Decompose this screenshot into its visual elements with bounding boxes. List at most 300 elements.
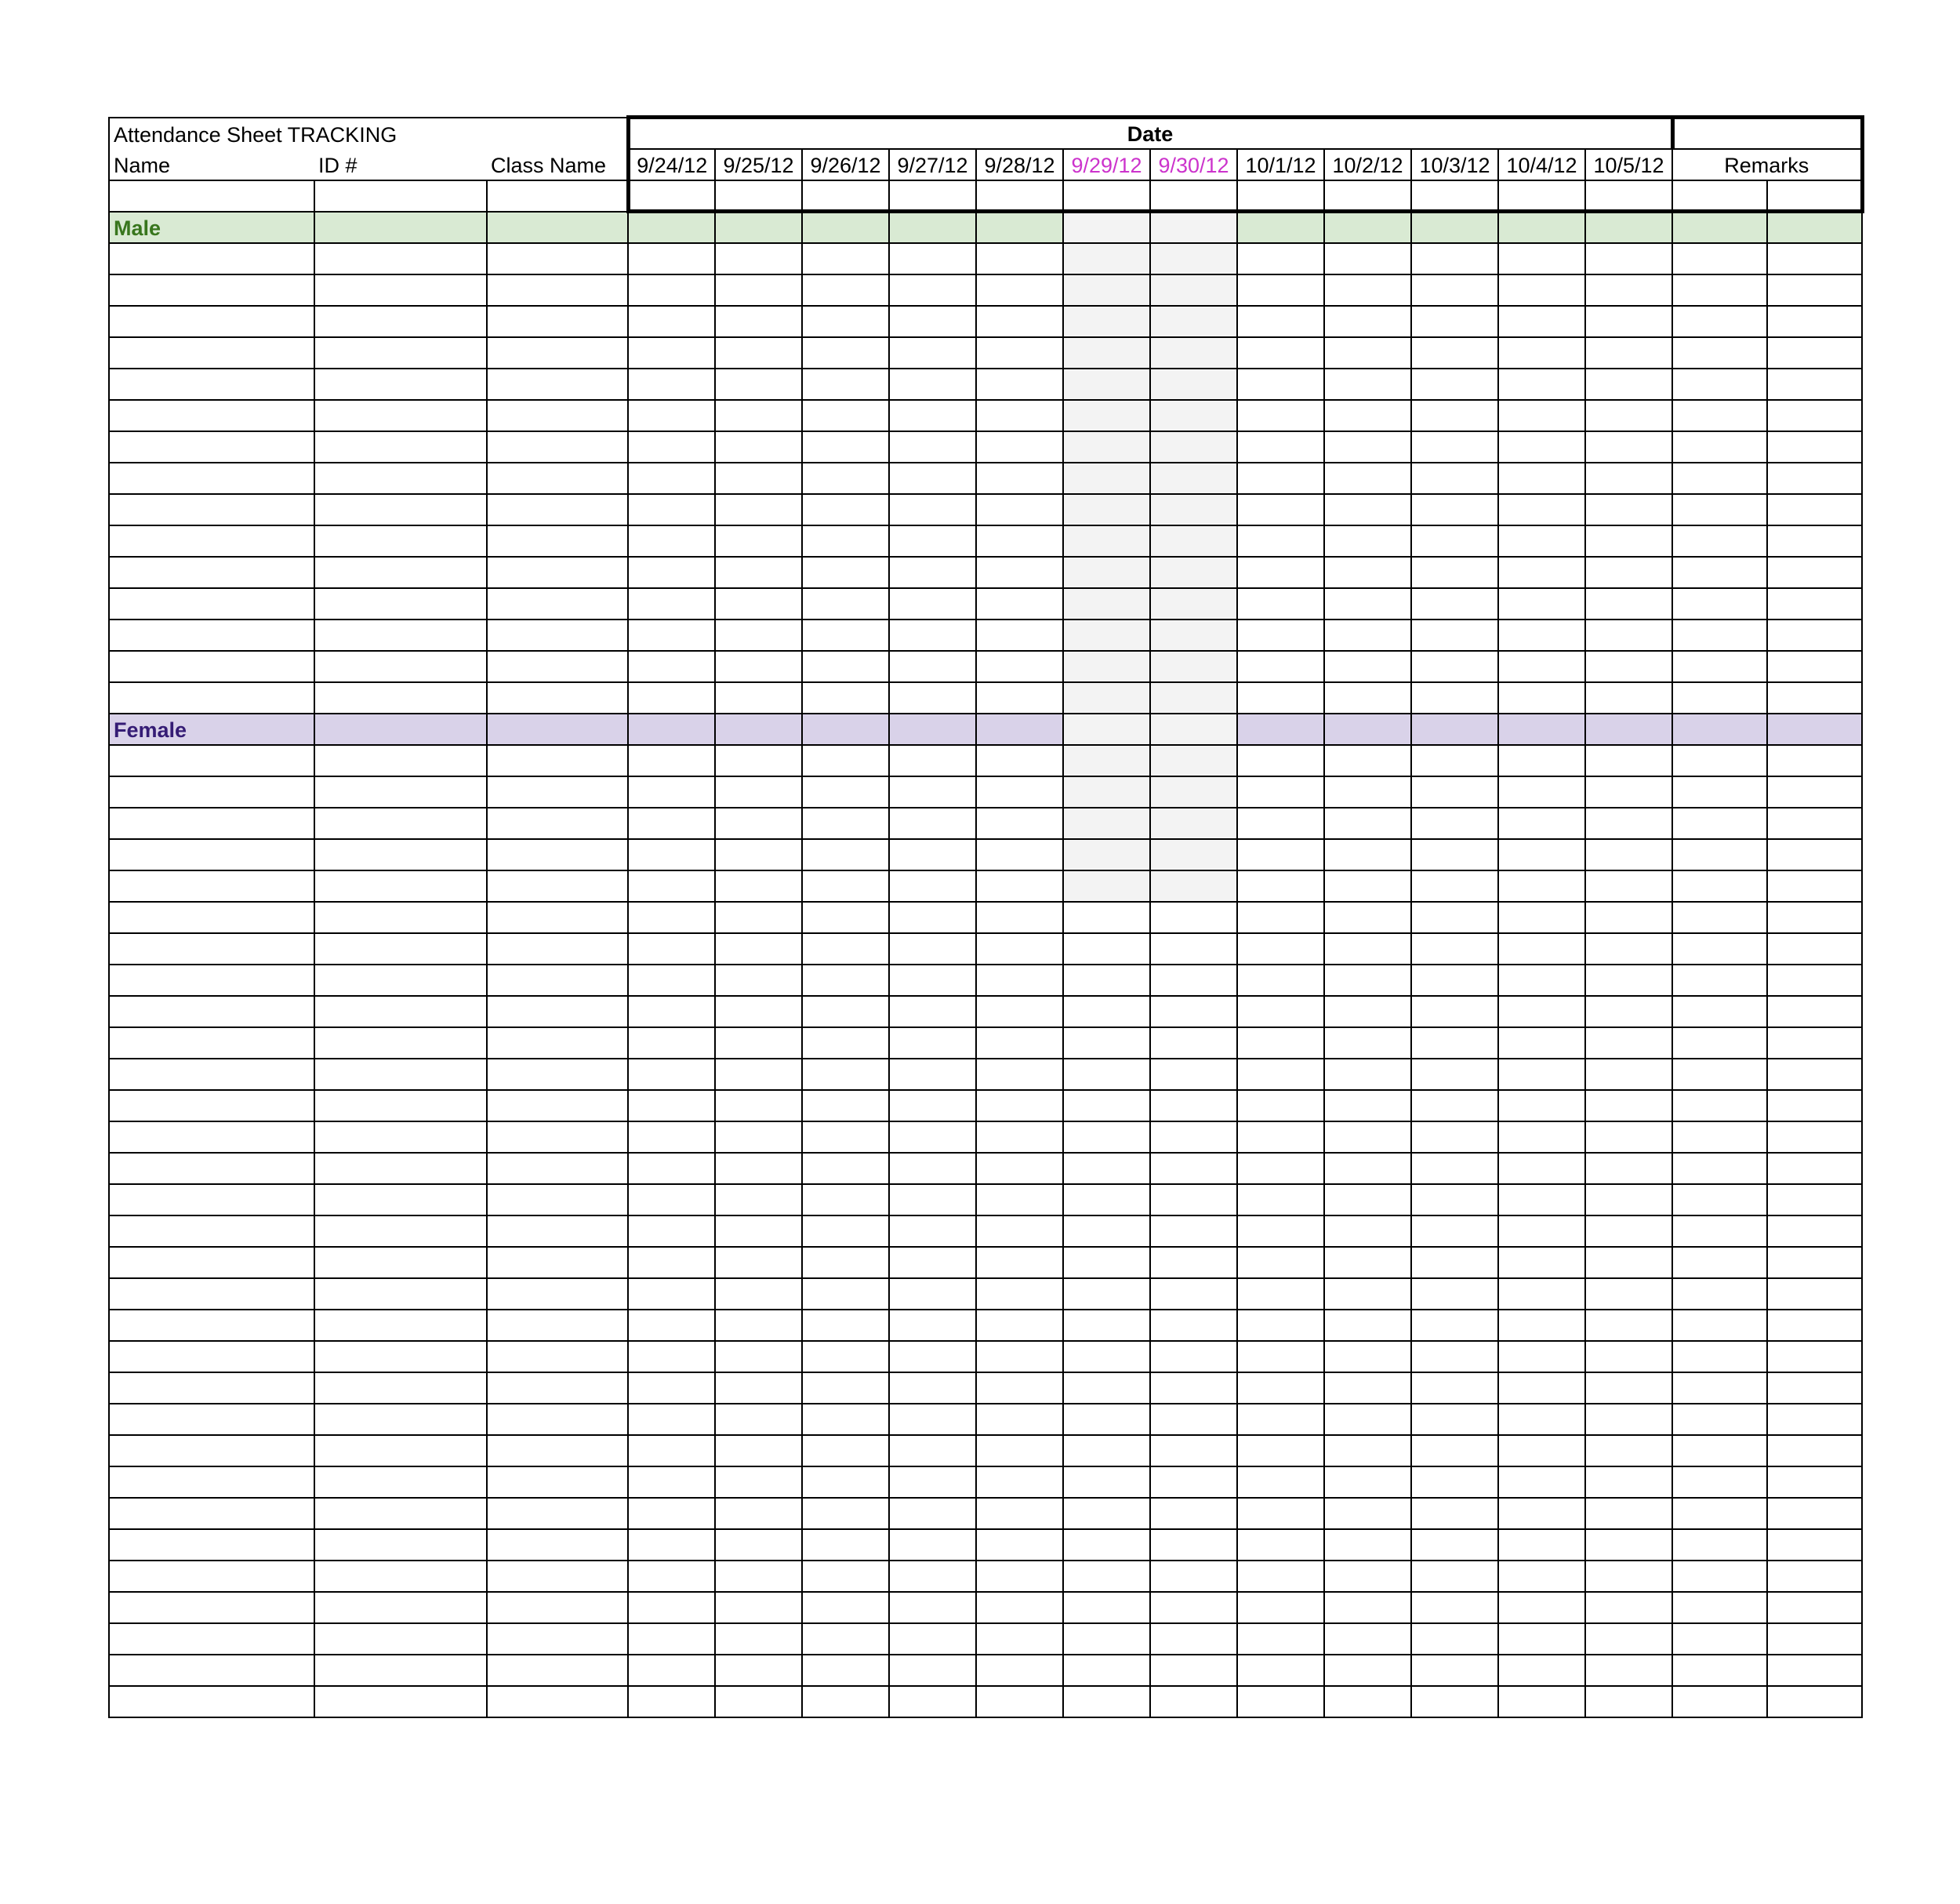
attendance-cell[interactable] (715, 1592, 802, 1623)
attendance-cell[interactable] (1324, 808, 1411, 839)
attendance-cell[interactable] (628, 557, 715, 588)
attendance-cell[interactable] (976, 776, 1063, 808)
attendance-cell[interactable] (628, 776, 715, 808)
attendance-cell[interactable] (1585, 337, 1672, 369)
attendance-cell[interactable] (1150, 1435, 1237, 1466)
attendance-cell[interactable] (628, 1372, 715, 1404)
attendance-cell[interactable] (802, 1278, 889, 1310)
attendance-cell[interactable] (1498, 651, 1585, 682)
remarks-cell[interactable] (1767, 776, 1862, 808)
entry-cell[interactable] (109, 1623, 314, 1655)
attendance-cell[interactable] (715, 1341, 802, 1372)
attendance-cell[interactable] (1150, 274, 1237, 306)
attendance-cell[interactable] (802, 776, 889, 808)
remarks-cell[interactable] (1767, 1184, 1862, 1215)
attendance-cell[interactable] (1498, 1561, 1585, 1592)
attendance-cell[interactable] (1063, 1278, 1150, 1310)
attendance-cell[interactable] (802, 1655, 889, 1686)
entry-cell[interactable] (314, 682, 487, 714)
attendance-cell[interactable] (889, 682, 976, 714)
attendance-cell[interactable] (715, 902, 802, 933)
entry-cell[interactable] (487, 620, 628, 651)
attendance-cell[interactable] (802, 965, 889, 996)
remarks-cell[interactable] (1767, 902, 1862, 933)
attendance-cell[interactable] (1150, 557, 1237, 588)
attendance-cell[interactable] (715, 1153, 802, 1184)
attendance-cell[interactable] (1585, 1059, 1672, 1090)
attendance-cell[interactable] (802, 1686, 889, 1717)
attendance-cell[interactable] (976, 1686, 1063, 1717)
attendance-cell[interactable] (1411, 933, 1498, 965)
entry-cell[interactable] (314, 1623, 487, 1655)
attendance-cell[interactable] (715, 463, 802, 494)
attendance-cell[interactable] (1324, 902, 1411, 933)
attendance-cell[interactable] (802, 557, 889, 588)
attendance-cell[interactable] (802, 337, 889, 369)
attendance-cell[interactable] (1063, 431, 1150, 463)
attendance-cell[interactable] (802, 1215, 889, 1247)
attendance-cell[interactable] (715, 996, 802, 1027)
entry-cell[interactable] (314, 1215, 487, 1247)
attendance-cell[interactable] (1063, 1121, 1150, 1153)
entry-cell[interactable] (314, 1498, 487, 1529)
attendance-cell[interactable] (1063, 620, 1150, 651)
attendance-cell[interactable] (628, 369, 715, 400)
attendance-cell[interactable] (1498, 1121, 1585, 1153)
attendance-cell[interactable] (1498, 1466, 1585, 1498)
entry-cell[interactable] (314, 337, 487, 369)
attendance-cell[interactable] (1150, 1372, 1237, 1404)
attendance-cell[interactable] (1063, 1435, 1150, 1466)
remarks-cell[interactable] (1672, 1592, 1767, 1623)
entry-cell[interactable] (314, 1341, 487, 1372)
entry-cell[interactable] (487, 933, 628, 965)
attendance-cell[interactable] (1237, 1184, 1324, 1215)
attendance-cell[interactable] (976, 839, 1063, 870)
attendance-cell[interactable] (628, 525, 715, 557)
attendance-cell[interactable] (1324, 620, 1411, 651)
attendance-cell[interactable] (1063, 337, 1150, 369)
attendance-cell[interactable] (976, 1341, 1063, 1372)
remarks-cell[interactable] (1672, 463, 1767, 494)
attendance-cell[interactable] (1498, 1341, 1585, 1372)
attendance-cell[interactable] (1150, 1592, 1237, 1623)
attendance-cell[interactable] (628, 682, 715, 714)
attendance-cell[interactable] (889, 431, 976, 463)
remarks-cell[interactable] (1767, 494, 1862, 525)
entry-cell[interactable] (109, 557, 314, 588)
remarks-cell[interactable] (1672, 1059, 1767, 1090)
attendance-cell[interactable] (1063, 1341, 1150, 1372)
entry-cell[interactable] (109, 1466, 314, 1498)
attendance-cell[interactable] (889, 1121, 976, 1153)
attendance-cell[interactable] (802, 525, 889, 557)
entry-cell[interactable] (487, 682, 628, 714)
entry-cell[interactable] (314, 870, 487, 902)
attendance-cell[interactable] (1411, 400, 1498, 431)
attendance-cell[interactable] (1324, 870, 1411, 902)
attendance-cell[interactable] (628, 431, 715, 463)
attendance-cell[interactable] (1411, 808, 1498, 839)
attendance-cell[interactable] (1150, 1184, 1237, 1215)
attendance-cell[interactable] (715, 431, 802, 463)
attendance-cell[interactable] (976, 588, 1063, 620)
attendance-cell[interactable] (1411, 1404, 1498, 1435)
attendance-cell[interactable] (1585, 1027, 1672, 1059)
attendance-cell[interactable] (1063, 1027, 1150, 1059)
attendance-cell[interactable] (1411, 1153, 1498, 1184)
attendance-cell[interactable] (1498, 369, 1585, 400)
attendance-cell[interactable] (628, 1561, 715, 1592)
remarks-cell[interactable] (1672, 808, 1767, 839)
attendance-cell[interactable] (1585, 1121, 1672, 1153)
attendance-cell[interactable] (802, 1623, 889, 1655)
entry-cell[interactable] (109, 1655, 314, 1686)
attendance-cell[interactable] (1237, 776, 1324, 808)
entry-cell[interactable] (314, 1278, 487, 1310)
entry-cell[interactable] (109, 494, 314, 525)
attendance-cell[interactable] (628, 1404, 715, 1435)
attendance-cell[interactable] (1150, 431, 1237, 463)
attendance-cell[interactable] (1411, 1215, 1498, 1247)
remarks-cell[interactable] (1672, 1655, 1767, 1686)
attendance-cell[interactable] (1324, 1184, 1411, 1215)
attendance-cell[interactable] (1237, 808, 1324, 839)
attendance-cell[interactable] (889, 1027, 976, 1059)
attendance-cell[interactable] (1498, 1372, 1585, 1404)
attendance-cell[interactable] (1150, 1686, 1237, 1717)
entry-cell[interactable] (109, 1310, 314, 1341)
attendance-cell[interactable] (715, 1121, 802, 1153)
attendance-cell[interactable] (1063, 1247, 1150, 1278)
attendance-cell[interactable] (1585, 1435, 1672, 1466)
attendance-cell[interactable] (1585, 1153, 1672, 1184)
remarks-cell[interactable] (1767, 1592, 1862, 1623)
attendance-cell[interactable] (1498, 1310, 1585, 1341)
attendance-cell[interactable] (1324, 557, 1411, 588)
attendance-cell[interactable] (1498, 1090, 1585, 1121)
attendance-cell[interactable] (1150, 243, 1237, 274)
attendance-cell[interactable] (802, 1121, 889, 1153)
entry-cell[interactable] (314, 1027, 487, 1059)
remarks-cell[interactable] (1767, 1153, 1862, 1184)
attendance-cell[interactable] (976, 1372, 1063, 1404)
entry-cell[interactable] (314, 996, 487, 1027)
attendance-cell[interactable] (1411, 1623, 1498, 1655)
attendance-cell[interactable] (802, 1184, 889, 1215)
attendance-cell[interactable] (1585, 620, 1672, 651)
attendance-cell[interactable] (628, 1153, 715, 1184)
entry-cell[interactable] (487, 1404, 628, 1435)
attendance-cell[interactable] (976, 1153, 1063, 1184)
attendance-cell[interactable] (1324, 1466, 1411, 1498)
attendance-cell[interactable] (1411, 620, 1498, 651)
attendance-cell[interactable] (1063, 1561, 1150, 1592)
attendance-cell[interactable] (1585, 965, 1672, 996)
entry-cell[interactable] (802, 180, 889, 212)
attendance-cell[interactable] (889, 400, 976, 431)
attendance-cell[interactable] (802, 745, 889, 776)
remarks-cell[interactable] (1672, 400, 1767, 431)
attendance-cell[interactable] (1063, 933, 1150, 965)
entry-cell[interactable] (314, 933, 487, 965)
attendance-cell[interactable] (628, 1592, 715, 1623)
entry-cell[interactable] (487, 1529, 628, 1561)
entry-cell[interactable] (109, 839, 314, 870)
attendance-cell[interactable] (802, 431, 889, 463)
attendance-cell[interactable] (1498, 1215, 1585, 1247)
entry-cell[interactable] (109, 1686, 314, 1717)
attendance-cell[interactable] (1237, 400, 1324, 431)
attendance-cell[interactable] (1063, 745, 1150, 776)
attendance-cell[interactable] (1237, 337, 1324, 369)
entry-cell[interactable] (1767, 180, 1862, 212)
entry-cell[interactable] (109, 996, 314, 1027)
entry-cell[interactable] (487, 1121, 628, 1153)
attendance-cell[interactable] (802, 1341, 889, 1372)
remarks-cell[interactable] (1767, 1059, 1862, 1090)
attendance-cell[interactable] (889, 1215, 976, 1247)
attendance-cell[interactable] (1324, 1404, 1411, 1435)
attendance-cell[interactable] (1237, 839, 1324, 870)
attendance-cell[interactable] (802, 1592, 889, 1623)
attendance-cell[interactable] (1498, 808, 1585, 839)
attendance-cell[interactable] (1585, 1466, 1672, 1498)
attendance-cell[interactable] (1411, 369, 1498, 400)
remarks-cell[interactable] (1767, 369, 1862, 400)
attendance-cell[interactable] (1585, 1404, 1672, 1435)
attendance-cell[interactable] (1324, 1372, 1411, 1404)
attendance-cell[interactable] (1063, 369, 1150, 400)
remarks-cell[interactable] (1672, 1278, 1767, 1310)
attendance-cell[interactable] (802, 620, 889, 651)
attendance-cell[interactable] (1150, 1310, 1237, 1341)
attendance-cell[interactable] (715, 1466, 802, 1498)
attendance-cell[interactable] (1150, 494, 1237, 525)
attendance-cell[interactable] (802, 1372, 889, 1404)
attendance-cell[interactable] (976, 1027, 1063, 1059)
attendance-cell[interactable] (889, 525, 976, 557)
attendance-cell[interactable] (1585, 996, 1672, 1027)
attendance-cell[interactable] (1237, 682, 1324, 714)
attendance-cell[interactable] (1063, 557, 1150, 588)
attendance-cell[interactable] (1063, 1215, 1150, 1247)
entry-cell[interactable] (109, 243, 314, 274)
entry-cell[interactable] (314, 306, 487, 337)
attendance-cell[interactable] (1237, 1027, 1324, 1059)
attendance-cell[interactable] (889, 839, 976, 870)
entry-cell[interactable] (1411, 180, 1498, 212)
entry-cell[interactable] (487, 1623, 628, 1655)
remarks-cell[interactable] (1767, 1121, 1862, 1153)
attendance-cell[interactable] (1498, 839, 1585, 870)
attendance-cell[interactable] (715, 870, 802, 902)
attendance-cell[interactable] (715, 1404, 802, 1435)
remarks-cell[interactable] (1672, 745, 1767, 776)
attendance-cell[interactable] (1411, 557, 1498, 588)
remarks-cell[interactable] (1672, 1027, 1767, 1059)
attendance-cell[interactable] (1411, 1027, 1498, 1059)
attendance-cell[interactable] (1411, 682, 1498, 714)
attendance-cell[interactable] (715, 1686, 802, 1717)
entry-cell[interactable] (109, 1090, 314, 1121)
attendance-cell[interactable] (628, 1341, 715, 1372)
attendance-cell[interactable] (1585, 1090, 1672, 1121)
remarks-cell[interactable] (1672, 369, 1767, 400)
attendance-cell[interactable] (1585, 1184, 1672, 1215)
attendance-cell[interactable] (889, 996, 976, 1027)
attendance-cell[interactable] (1063, 1153, 1150, 1184)
entry-cell[interactable] (109, 1059, 314, 1090)
attendance-cell[interactable] (1150, 400, 1237, 431)
entry-cell[interactable] (109, 1215, 314, 1247)
attendance-cell[interactable] (1411, 1655, 1498, 1686)
attendance-cell[interactable] (1498, 337, 1585, 369)
attendance-cell[interactable] (976, 1184, 1063, 1215)
entry-cell[interactable] (487, 494, 628, 525)
attendance-cell[interactable] (889, 1372, 976, 1404)
entry-cell[interactable] (487, 588, 628, 620)
attendance-cell[interactable] (976, 1435, 1063, 1466)
attendance-cell[interactable] (1324, 1310, 1411, 1341)
attendance-cell[interactable] (889, 1435, 976, 1466)
attendance-cell[interactable] (628, 306, 715, 337)
attendance-cell[interactable] (715, 745, 802, 776)
attendance-cell[interactable] (1585, 1655, 1672, 1686)
attendance-cell[interactable] (1150, 1059, 1237, 1090)
attendance-cell[interactable] (715, 494, 802, 525)
attendance-cell[interactable] (1498, 620, 1585, 651)
remarks-cell[interactable] (1672, 1498, 1767, 1529)
remarks-cell[interactable] (1767, 1498, 1862, 1529)
entry-cell[interactable] (487, 557, 628, 588)
attendance-cell[interactable] (1498, 902, 1585, 933)
attendance-cell[interactable] (1237, 1623, 1324, 1655)
remarks-cell[interactable] (1767, 620, 1862, 651)
entry-cell[interactable] (314, 525, 487, 557)
attendance-cell[interactable] (1063, 494, 1150, 525)
attendance-cell[interactable] (1585, 588, 1672, 620)
attendance-cell[interactable] (889, 933, 976, 965)
remarks-cell[interactable] (1767, 525, 1862, 557)
attendance-cell[interactable] (1063, 651, 1150, 682)
attendance-cell[interactable] (1324, 1655, 1411, 1686)
remarks-cell[interactable] (1767, 243, 1862, 274)
attendance-cell[interactable] (628, 902, 715, 933)
remarks-cell[interactable] (1672, 996, 1767, 1027)
attendance-cell[interactable] (1411, 965, 1498, 996)
attendance-cell[interactable] (1063, 274, 1150, 306)
attendance-cell[interactable] (1498, 1592, 1585, 1623)
attendance-cell[interactable] (1150, 902, 1237, 933)
entry-cell[interactable] (109, 306, 314, 337)
attendance-cell[interactable] (889, 1592, 976, 1623)
remarks-cell[interactable] (1672, 1623, 1767, 1655)
attendance-cell[interactable] (1324, 965, 1411, 996)
attendance-cell[interactable] (889, 1247, 976, 1278)
attendance-cell[interactable] (1411, 1592, 1498, 1623)
attendance-cell[interactable] (1411, 1372, 1498, 1404)
attendance-cell[interactable] (1063, 588, 1150, 620)
attendance-cell[interactable] (1237, 1435, 1324, 1466)
attendance-cell[interactable] (802, 682, 889, 714)
attendance-cell[interactable] (1498, 1059, 1585, 1090)
attendance-cell[interactable] (1150, 525, 1237, 557)
attendance-cell[interactable] (1585, 243, 1672, 274)
attendance-cell[interactable] (1150, 682, 1237, 714)
attendance-cell[interactable] (628, 839, 715, 870)
entry-cell[interactable] (109, 745, 314, 776)
attendance-cell[interactable] (1237, 1278, 1324, 1310)
attendance-cell[interactable] (976, 1404, 1063, 1435)
attendance-cell[interactable] (1150, 1404, 1237, 1435)
entry-cell[interactable] (976, 180, 1063, 212)
attendance-cell[interactable] (1063, 839, 1150, 870)
attendance-cell[interactable] (1237, 933, 1324, 965)
attendance-cell[interactable] (889, 965, 976, 996)
attendance-cell[interactable] (802, 902, 889, 933)
entry-cell[interactable] (314, 1655, 487, 1686)
attendance-cell[interactable] (889, 1686, 976, 1717)
attendance-cell[interactable] (715, 965, 802, 996)
attendance-cell[interactable] (976, 557, 1063, 588)
attendance-cell[interactable] (976, 1090, 1063, 1121)
attendance-cell[interactable] (1237, 745, 1324, 776)
attendance-cell[interactable] (1498, 1686, 1585, 1717)
attendance-cell[interactable] (1585, 1498, 1672, 1529)
attendance-cell[interactable] (1150, 839, 1237, 870)
remarks-cell[interactable] (1767, 1247, 1862, 1278)
entry-cell[interactable] (314, 400, 487, 431)
entry-cell[interactable] (487, 1059, 628, 1090)
attendance-cell[interactable] (715, 557, 802, 588)
attendance-cell[interactable] (889, 651, 976, 682)
attendance-cell[interactable] (1237, 996, 1324, 1027)
attendance-cell[interactable] (889, 1529, 976, 1561)
remarks-cell[interactable] (1767, 274, 1862, 306)
entry-cell[interactable] (487, 431, 628, 463)
attendance-cell[interactable] (1237, 369, 1324, 400)
attendance-cell[interactable] (1063, 902, 1150, 933)
attendance-cell[interactable] (1498, 1623, 1585, 1655)
attendance-cell[interactable] (1063, 1090, 1150, 1121)
attendance-cell[interactable] (976, 463, 1063, 494)
attendance-cell[interactable] (1585, 463, 1672, 494)
attendance-cell[interactable] (1498, 274, 1585, 306)
attendance-cell[interactable] (1585, 682, 1672, 714)
attendance-cell[interactable] (1585, 839, 1672, 870)
attendance-cell[interactable] (1237, 1090, 1324, 1121)
remarks-cell[interactable] (1672, 1184, 1767, 1215)
attendance-cell[interactable] (1585, 1278, 1672, 1310)
entry-cell[interactable] (314, 180, 487, 212)
attendance-cell[interactable] (1150, 620, 1237, 651)
attendance-cell[interactable] (1498, 870, 1585, 902)
attendance-cell[interactable] (1411, 525, 1498, 557)
entry-cell[interactable] (314, 776, 487, 808)
attendance-cell[interactable] (715, 1561, 802, 1592)
attendance-cell[interactable] (628, 808, 715, 839)
entry-cell[interactable] (109, 1498, 314, 1529)
attendance-cell[interactable] (1237, 1310, 1324, 1341)
attendance-cell[interactable] (1150, 1466, 1237, 1498)
attendance-cell[interactable] (802, 1529, 889, 1561)
attendance-cell[interactable] (976, 1059, 1063, 1090)
entry-cell[interactable] (314, 1121, 487, 1153)
attendance-cell[interactable] (715, 651, 802, 682)
attendance-cell[interactable] (715, 1623, 802, 1655)
attendance-cell[interactable] (976, 1278, 1063, 1310)
